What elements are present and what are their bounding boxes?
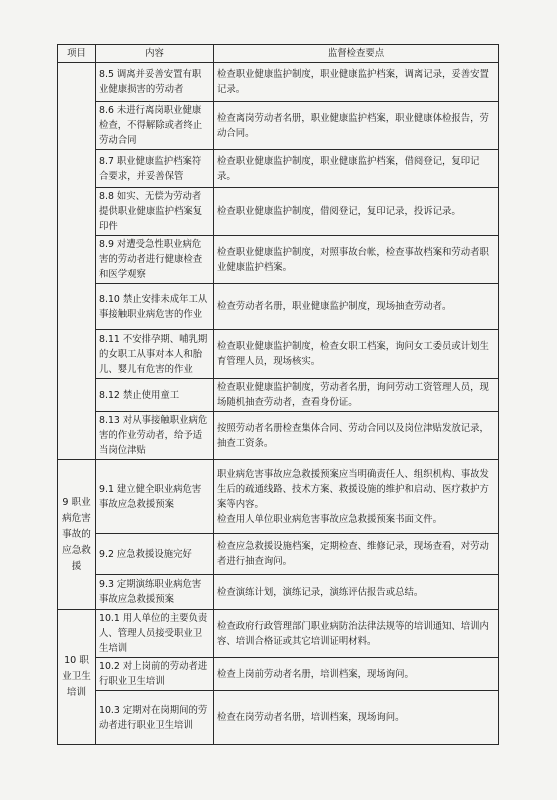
table-row	[58, 330, 499, 379]
content-cell: 8.7 职业健康监护档案符合要求，并妥善保管	[96, 150, 214, 188]
item-cell: 9 职业病危害事故的应急救援	[58, 460, 96, 610]
table-row	[58, 460, 499, 534]
points-line: 检查演练计划，演练记录，演练评估报告或总结。	[217, 586, 424, 598]
points-cell	[214, 379, 499, 412]
points-cell	[214, 330, 499, 379]
table-row	[58, 534, 499, 575]
content-cell: 8.9 对遭受急性职业病危害的劳动者进行健康检查和医学观察	[96, 236, 214, 284]
header-item: 项目	[58, 45, 96, 63]
points-line: 检查在岗劳动者名册，培训档案，现场询问。	[217, 712, 405, 723]
item-cell	[58, 63, 96, 460]
table-row	[58, 575, 499, 610]
item-cell: 10 职业卫生培训	[58, 610, 96, 745]
points-line: 检查职业健康监护制度，职业健康监护档案，借阅登记，复印记录。	[217, 155, 480, 182]
points-cell	[214, 236, 499, 284]
points-cell	[214, 534, 499, 575]
table-row	[58, 63, 499, 102]
table-row	[58, 379, 499, 412]
header-content: 内容	[96, 45, 214, 63]
content-cell: 8.12 禁止使用童工	[96, 379, 214, 412]
table-row	[58, 412, 499, 460]
points-line: 检查劳动者名册，职业健康监护制度，现场抽查劳动者。	[217, 301, 452, 312]
content-cell: 10.2 对上岗前的劳动者进行职业卫生培训	[96, 658, 214, 691]
points-cell	[214, 284, 499, 330]
points-line: 检查应急救援设施档案，定期检查、维修记录，现场查看，对劳动者进行抽查询问。	[217, 541, 489, 567]
content-cell: 10.3 定期对在岗期间的劳动者进行职业卫生培训	[96, 691, 214, 745]
content-cell: 8.6 未进行离岗职业健康检查，不得解除或者终止劳动合同	[96, 102, 214, 150]
points-line: 检查职业健康监护制度，检查女职工档案，询问女工委员或计划生育管理人员，现场核实。	[217, 341, 489, 367]
content-cell: 10.1 用人单位的主要负责人、管理人员接受职业卫生培训	[96, 610, 214, 658]
table-row	[58, 188, 499, 236]
content-cell: 9.2 应急救援设施完好	[96, 534, 214, 575]
content-cell: 8.11 不安排孕期、哺乳期的女职工从事对本人和胎儿、婴儿有危害的作业	[96, 330, 214, 379]
table-row	[58, 150, 499, 188]
points-line: 按照劳动者名册检查集体合同、劳动合同以及岗位津贴发放记录，抽查工资条。	[217, 422, 489, 449]
points-line: 职业病危害事故应急救援预案应当明确责任人、组织机构、事故发生后的疏通线路、技术方案、救援设施的维护和启动、医疗救护方案等内容。	[217, 468, 489, 510]
points-line: 检查职业健康监护制度，对照事故台帐，检查事故档案和劳动者职业健康监护档案。	[217, 246, 489, 273]
table-row	[58, 236, 499, 284]
points-line: 检查职业健康监护制度，职业健康监护档案，调离记录，妥善安置记录。	[217, 69, 489, 95]
points-line: 检查上岗前劳动者名册，培训档案，现场询问。	[217, 668, 414, 680]
content-cell: 8.8 如实、无偿为劳动者提供职业健康监护档案复印件	[96, 188, 214, 236]
points-cell	[214, 691, 499, 745]
points-line: 检查离岗劳动者名册，职业健康监护档案，职业健康体检报告，劳动合同。	[217, 112, 489, 139]
content-cell: 8.5 调离并妥善安置有职业健康损害的劳动者	[96, 63, 214, 102]
points-cell	[214, 188, 499, 236]
points-cell	[214, 575, 499, 610]
table-row	[58, 284, 499, 330]
points-line: 检查用人单位职业病危害事故应急救援预案书面文件。	[217, 513, 443, 525]
content-cell: 8.10 禁止安排未成年工从事接触职业病危害的作业	[96, 284, 214, 330]
points-line: 检查职业健康监护制度，借阅登记，复印记录，投诉记录。	[217, 206, 461, 217]
content-cell: 9.3 定期演练职业病危害事故应急救援预案	[96, 575, 214, 610]
points-cell	[214, 610, 499, 658]
table-row	[58, 691, 499, 745]
points-line: 检查政府行政管理部门职业病防治法律法规等的培训通知、培训内容、培训合格证或其它培训证明材料。	[217, 620, 489, 647]
header-row	[58, 45, 499, 63]
supervision-table	[57, 44, 499, 745]
points-cell	[214, 460, 499, 534]
table-row	[58, 658, 499, 691]
points-cell	[214, 150, 499, 188]
points-cell	[214, 412, 499, 460]
header-points: 监督检查要点	[214, 45, 499, 63]
table-row	[58, 102, 499, 150]
points-cell	[214, 658, 499, 691]
points-line: 检查职业健康监护制度，劳动者名册，询问劳动工资管理人员，现场随机抽查劳动者，查看身份证。	[217, 382, 489, 408]
content-cell: 9.1 建立健全职业病危害事故应急救援预案	[96, 460, 214, 534]
points-cell	[214, 63, 499, 102]
table-row	[58, 610, 499, 658]
points-cell	[214, 102, 499, 150]
content-cell: 8.13 对从事接触职业病危害的作业劳动者，给予适当岗位津贴	[96, 412, 214, 460]
